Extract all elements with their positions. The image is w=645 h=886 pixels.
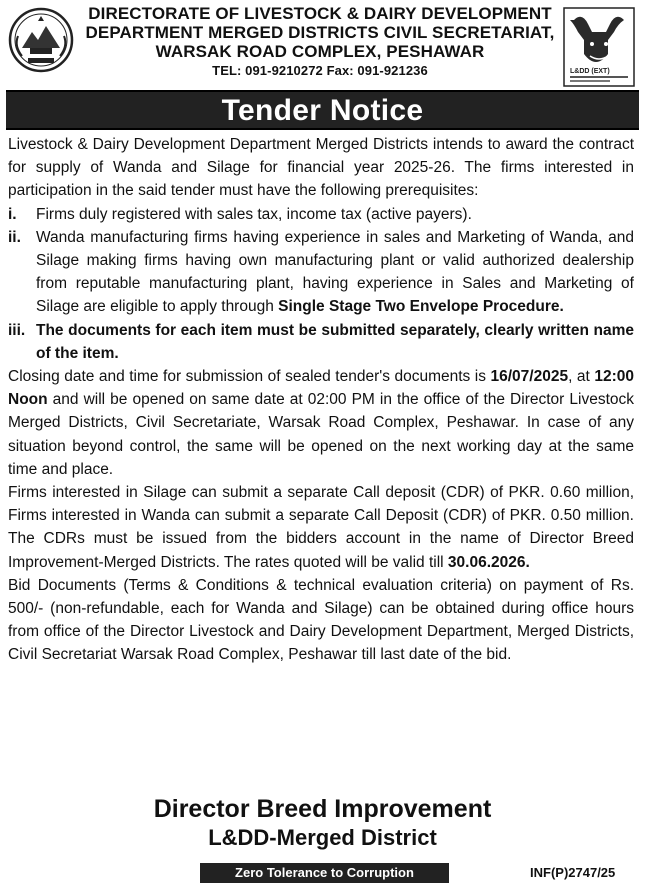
contact-numbers: TEL: 091-9210272 Fax: 091-921236 (212, 63, 428, 78)
cdr-text: Firms interested in Silage can submit a separate Call deposit (CDR) of PKR. 0.60 million, Firms interested in Wanda can submit a separate Call Deposit (CDR) of PKR. 0.50 million. The CDRs must be issued from the bidders account in the name of Director Breed Improvement-Merged Districts. The rates quoted will be valid till (8, 484, 634, 571)
item-text: Firms duly registered with sales tax, income tax (active payers). (36, 205, 472, 223)
closing-text: Closing date and time for submission of sealed tender's documents is (8, 368, 491, 386)
logo-label: L&DD (EXT) (570, 68, 610, 75)
closing-paragraph (8, 365, 634, 481)
tender-notice-title-bar (6, 90, 639, 130)
item-number: ii. (8, 228, 21, 246)
intro-paragraph: Livestock & Dairy Development Department Merged Districts intends to award the contract for supply of Wanda and Silage for financial year 2025-26. The firms interested in participation in the said tender must have the following prerequisites: (8, 136, 634, 200)
prerequisite-item-3 (8, 319, 634, 365)
closing-date: 16/07/2025 (490, 368, 569, 386)
office-address: WARSAK ROAD COMPLEX, PESHAWAR (155, 42, 485, 61)
signature-block (0, 794, 645, 852)
validity-date: 30.06.2026. (447, 553, 530, 571)
ldd-ext-logo-icon (562, 6, 636, 88)
cdr-paragraph (8, 481, 634, 574)
prerequisite-item-2 (8, 226, 634, 319)
letterhead (0, 0, 645, 92)
closing-time: 12:00 Noon (8, 368, 634, 409)
item-number: i. (8, 205, 17, 223)
notice-body (8, 133, 634, 667)
signatory-title: Director Breed Improvement (153, 795, 492, 823)
prerequisite-item-1 (8, 203, 634, 226)
kp-government-emblem-icon (8, 6, 74, 74)
page-title: Tender Notice (221, 94, 424, 127)
item-text: The documents for each item must be submitted separately, clearly written name of the item. (36, 321, 634, 362)
department-name: DEPARTMENT MERGED DISTRICTS CIVIL SECRETARIAT, (85, 23, 555, 42)
letterhead-text (70, 4, 570, 79)
closing-text-post: and will be opened on same date at 02:00 PM in the office of the Director Livestock Merged Districts, Civil Secretariate, Warsak Road Complex, Peshawar. In case of any situation beyond control, the same will be opened on the next working day at the same time and place. (8, 391, 634, 478)
inf-reference-number: INF(P)2747/25 (530, 865, 616, 880)
procedure-name: Single Stage Two Envelope Procedure. (278, 298, 564, 316)
closing-text-mid: , at (568, 368, 595, 386)
item-text: Wanda manufacturing firms having experience in sales and Marketing of Wanda, and Silage making firms having own manufacturing plant or valid authorized dealership from reputable manufacturing plant, having experience in Sales and Marketing of Silage are eligible to apply through (36, 228, 634, 316)
item-number: iii. (8, 321, 26, 339)
bid-documents-paragraph: Bid Documents (Terms & Conditions & technical evaluation criteria) on payment of Rs. 500/- (non-refundable, each for Wanda and Silage) can be obtained during office hours from office of the Director Livestock and Dairy Development Department, Merged Districts, Civil Secretariat Warsak Road Complex, Peshawar till last date of the bid. (8, 576, 634, 664)
directorate-name: DIRECTORATE OF LIVESTOCK & DAIRY DEVELOPMENT (88, 4, 552, 23)
signatory-office: L&DD-Merged District (208, 825, 437, 850)
anti-corruption-slogan: Zero Tolerance to Corruption (200, 863, 449, 883)
